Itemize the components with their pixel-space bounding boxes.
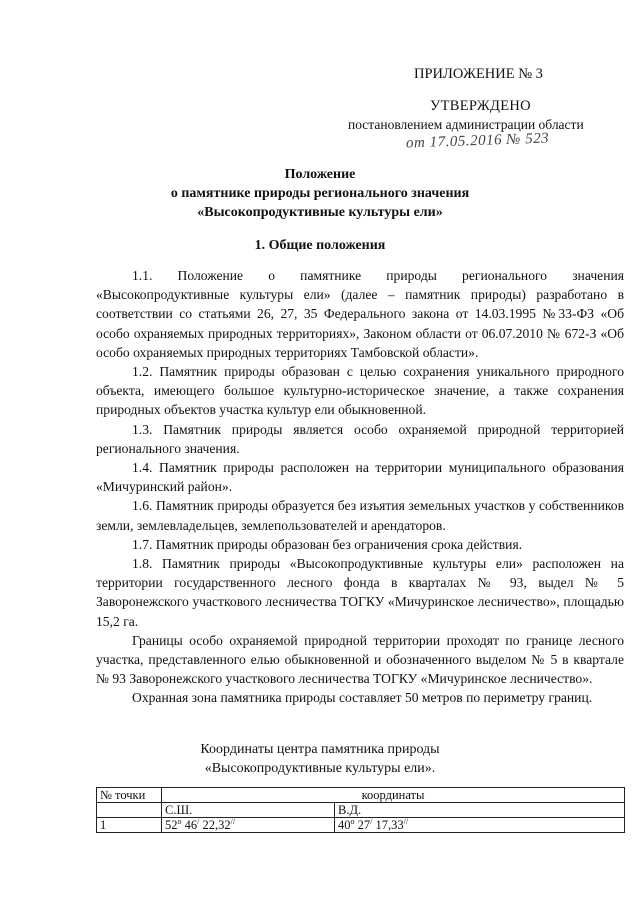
section-heading: 1. Общие положения [254, 238, 386, 253]
table-row [97, 818, 625, 833]
paragraph-boundaries: Границы особо охраняемой природной территории проходят по границе лесного участка, представленного елью обыкновенной и обозначенного выделом № 5 в квартале № 93 Заворонежского участкового лесничества ТОГКУ «Мичуринское лесничество». [96, 632, 624, 687]
longitude-minutes: 27 [357, 818, 371, 832]
paragraph-1-6: 1.6. Памятник природы образуется без изъятия земельных участков у собственников земли, землевладельцев, землепользователей и арендаторов. [96, 498, 624, 533]
approved-label: УТВЕРЖДЕНО [430, 98, 531, 114]
latitude-header: С.Ш. [162, 803, 335, 818]
longitude-degrees: 40 [338, 818, 351, 832]
paragraph-1-2: 1.2. Памятник природы образован с целью сохранения уникального природного объекта, имеющего большое культурно-историческое значение, а также сохранения природных объектов участка культур ели обыкновенной. [96, 364, 624, 418]
empty-cell [97, 803, 162, 818]
paragraph-1-7: 1.7. Памятник природы образован без ограничения срока действия. [132, 536, 523, 552]
point-column-header: № точки [97, 788, 162, 803]
document-subtitle: о памятнике природы регионального значения [170, 186, 470, 201]
paragraph-1-4: 1.4. Памятник природы расположен на территории муниципального образования «Мичуринский район». [96, 460, 624, 495]
coordinates-table [96, 787, 625, 833]
table-subheader-row [97, 803, 625, 818]
latitude-minutes: 46 [184, 818, 198, 832]
paragraph-1-8: 1.8. Памятник природы «Высокопродуктивные культуры ели» расположен на территории государственного лесного фонда в кварталах № 93, выдел № 5 Заворонежского участкового лесничества ТОГКУ «Мичуринское лесничество», площадью 15,2 га. [96, 556, 624, 629]
appendix-label: ПРИЛОЖЕНИЕ № 3 [414, 66, 543, 82]
paragraph-1-1: 1.1. Положение о памятнике природы регионального значения «Высокопродуктивные культуры ели» (далее – памятник природы) разработано в соответствии со статьями 26, 27, 35 Федерального закона от 14.03.1995 №33-ФЗ «Об особо охраняемых природных территориях», Законом области от 06.07.2010 № 672-З «Об особо охраняемых природных территориях Тамбовской области». [96, 268, 624, 360]
document-subject: «Высокопродуктивные культуры ели» [197, 205, 443, 220]
coordinates-column-header: координаты [162, 788, 625, 803]
document-title: Положение [284, 167, 356, 182]
latitude-degrees: 52 [165, 818, 178, 832]
coordinates-title-line2: «Высокопродуктивные культуры ели». [204, 761, 436, 776]
latitude-seconds: 22,32 [202, 818, 231, 832]
paragraph-protection-zone: Охранная зона памятника природы составляет 50 метров по периметру границ. [132, 690, 593, 706]
longitude-seconds: 17,33 [375, 818, 404, 832]
coordinates-title-line1: Координаты центра памятника природы [200, 742, 440, 757]
coordinates-title [0, 740, 640, 778]
decree-line: постановлением администрации области [348, 117, 584, 132]
paragraph-1-3: 1.3. Памятник природы является особо охраняемой природной территорией регионального значения. [96, 421, 624, 456]
latitude-value: $52^о$ 46/ 22,32// [162, 818, 335, 833]
handwritten-date: от 17.05.2016 № 523 [405, 130, 550, 152]
point-number: 1 [97, 818, 162, 833]
longitude-value: $40^о$ 27/ 17,33// [335, 818, 625, 833]
longitude-header: В.Д. [335, 803, 625, 818]
document-body [96, 266, 624, 708]
table-header-row [97, 788, 625, 803]
